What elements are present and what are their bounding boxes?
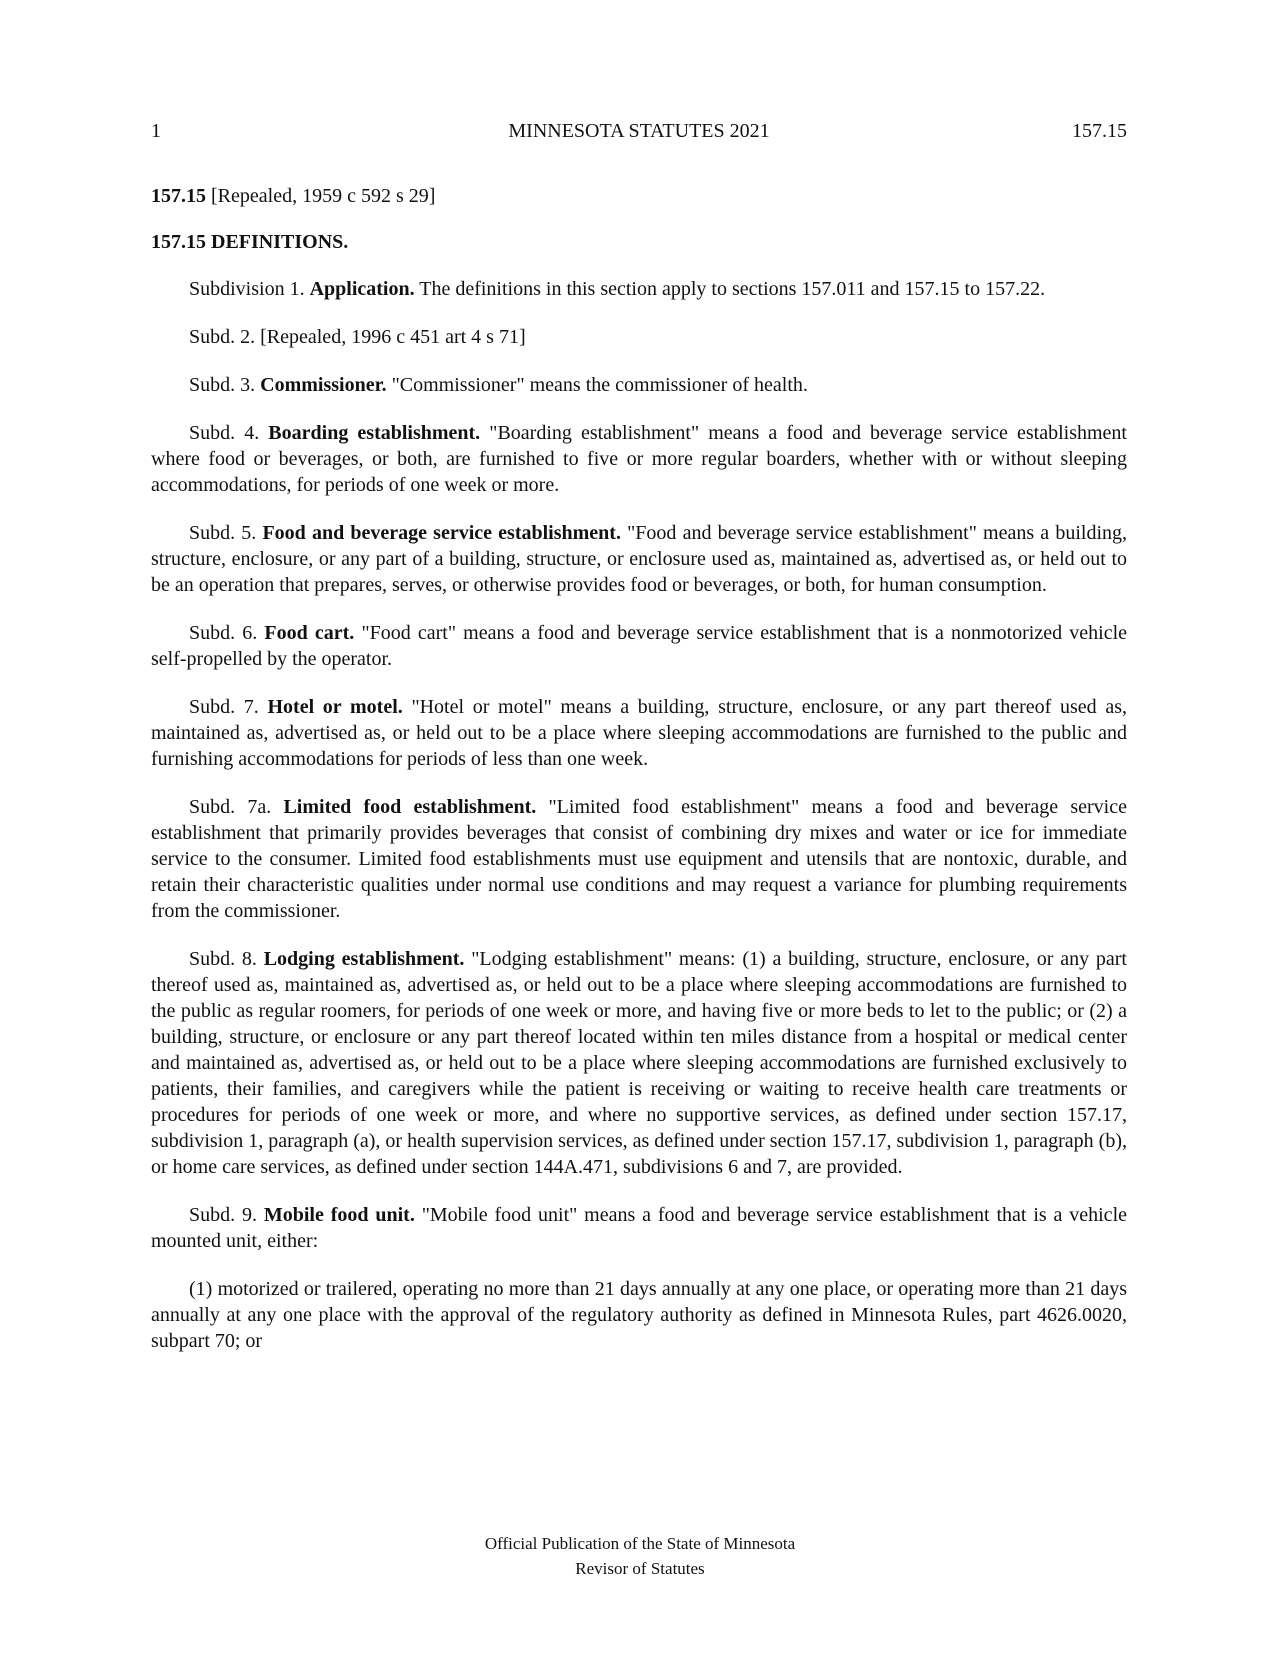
subd-term: Commissioner.: [260, 374, 387, 396]
clause-1: [151, 1276, 1127, 1354]
subd-text: "Boarding establishment" means a food and beverage service establishment where food or beverages, or both, are furnished to five or more regular boarders, whether with or without sleeping accommodations, for periods of one week or more.: [151, 422, 1127, 496]
clause-text: (1) motorized or trailered, operating no more than 21 days annually at any one place, or operating more than 21 days annually at any one place with the approval of the regulatory authority as defined in Minnesota Rules, part 4626.0020, subpart 70; or: [151, 1278, 1127, 1352]
subd-prefix: Subd. 4.: [189, 422, 269, 444]
subd-term: Lodging establishment.: [263, 948, 465, 970]
subd-prefix: Subd. 7.: [189, 696, 268, 718]
subdivision-6: [151, 620, 1127, 672]
subd-term: Food and beverage service establishment.: [262, 522, 621, 544]
subd-term: Food cart.: [264, 622, 355, 644]
subd-text: "Commissioner" means the commissioner of health.: [386, 374, 808, 396]
subd-term: Hotel or motel.: [267, 696, 403, 718]
subd-text: "Lodging establishment" means: (1) a building, structure, enclosure, or any part thereof used as, maintained as, advertised as, or held out to be a place where sleeping accommodations are furnished to the public as regular roomers, for periods of one week or more, and having five or more beds to let to the public; or (2) a building, structure, or enclosure or any part thereof located within ten miles distance from a hospital or medical center and maintained as, advertised as, or held out to be a place where sleeping accommodations are furnished exclusively to patients, their families, and caregivers while the patient is receiving or waiting to receive health care treatments or procedures for periods of one week or more, and where no supportive services, as defined under section 157.17, subdivision 1, paragraph (a), or health supervision services, as defined under section 157.17, subdivision 1, paragraph (b), or home care services, as defined under section 144A.471, subdivisions 6 and 7, are provided.: [151, 948, 1127, 1178]
subdivision-9: [151, 1202, 1127, 1254]
subd-prefix: Subd. 9.: [189, 1204, 264, 1226]
page-footer: [0, 1531, 1280, 1581]
subd-term: Application.: [309, 278, 415, 300]
subd-prefix: Subd. 2. [Repealed, 1996 c 451 art 4 s 71]: [189, 326, 526, 348]
subdivision-8: [151, 946, 1127, 1180]
document-title: MINNESOTA STATUTES 2021: [508, 120, 770, 142]
repealed-section-number: 157.15: [151, 185, 206, 207]
subd-prefix: Subd. 8.: [189, 948, 264, 970]
repealed-text: [Repealed, 1959 c 592 s 29]: [206, 185, 436, 207]
subdivision-2: [151, 324, 1127, 350]
section-heading: 157.15 DEFINITIONS.: [151, 231, 349, 253]
subd-text: The definitions in this section apply to sections 157.011 and 157.15 to 157.22.: [414, 278, 1046, 300]
subd-text: "Mobile food unit" means a food and beverage service establishment that is a vehicle mounted unit, either:: [151, 1204, 1127, 1252]
subdivision-1: [151, 276, 1127, 302]
subd-prefix: Subd. 3.: [189, 374, 261, 396]
subd-text: "Food cart" means a food and beverage service establishment that is a nonmotorized vehicle self-propelled by the operator.: [151, 622, 1127, 670]
subd-text: "Limited food establishment" means a food and beverage service establishment that primarily provides beverages that consist of combining dry mixes and water or ice for immediate service to the consumer. Limited food establishments must use equipment and utensils that are nontoxic, durable, and retain their characteristic qualities under normal use conditions and may request a variance for plumbing requirements from the commissioner.: [151, 796, 1127, 922]
subdivision-7a: [151, 794, 1127, 924]
subd-prefix: Subd. 7a.: [189, 796, 284, 818]
page-number: 1: [151, 120, 161, 142]
subd-term: Limited food establishment.: [283, 796, 537, 818]
subdivision-4: [151, 420, 1127, 498]
subd-term: Mobile food unit.: [263, 1204, 415, 1226]
header-section-number: 157.15: [1072, 120, 1127, 142]
subd-text: "Food and beverage service establishment" means a building, structure, enclosure, or any part of a building, structure, or enclosure used as, maintained as, advertised as, or held out to be an operation that prepares, serves, or otherwise provides food or beverages, or both, for human consumption.: [151, 522, 1127, 596]
page-header: [151, 120, 1127, 148]
footer-publication: Official Publication of the State of Minnesota: [484, 1534, 796, 1553]
subdivision-7: [151, 694, 1127, 772]
subd-text: "Hotel or motel" means a building, structure, enclosure, or any part thereof used as, maintained as, advertised as, or held out to be a place where sleeping accommodations are furnished to the public and furnishing accommodations for periods of less than one week.: [151, 696, 1128, 770]
repealed-entry: [151, 183, 1127, 209]
footer-revisor: Revisor of Statutes: [575, 1559, 705, 1578]
subd-prefix: Subd. 5.: [189, 522, 263, 544]
subdivision-3: [151, 372, 1127, 398]
subd-prefix: Subd. 6.: [189, 622, 265, 644]
document-body: [151, 183, 1127, 1376]
subd-prefix: Subdivision 1.: [189, 278, 310, 300]
subdivision-5: [151, 520, 1127, 598]
subd-term: Boarding establishment.: [268, 422, 481, 444]
